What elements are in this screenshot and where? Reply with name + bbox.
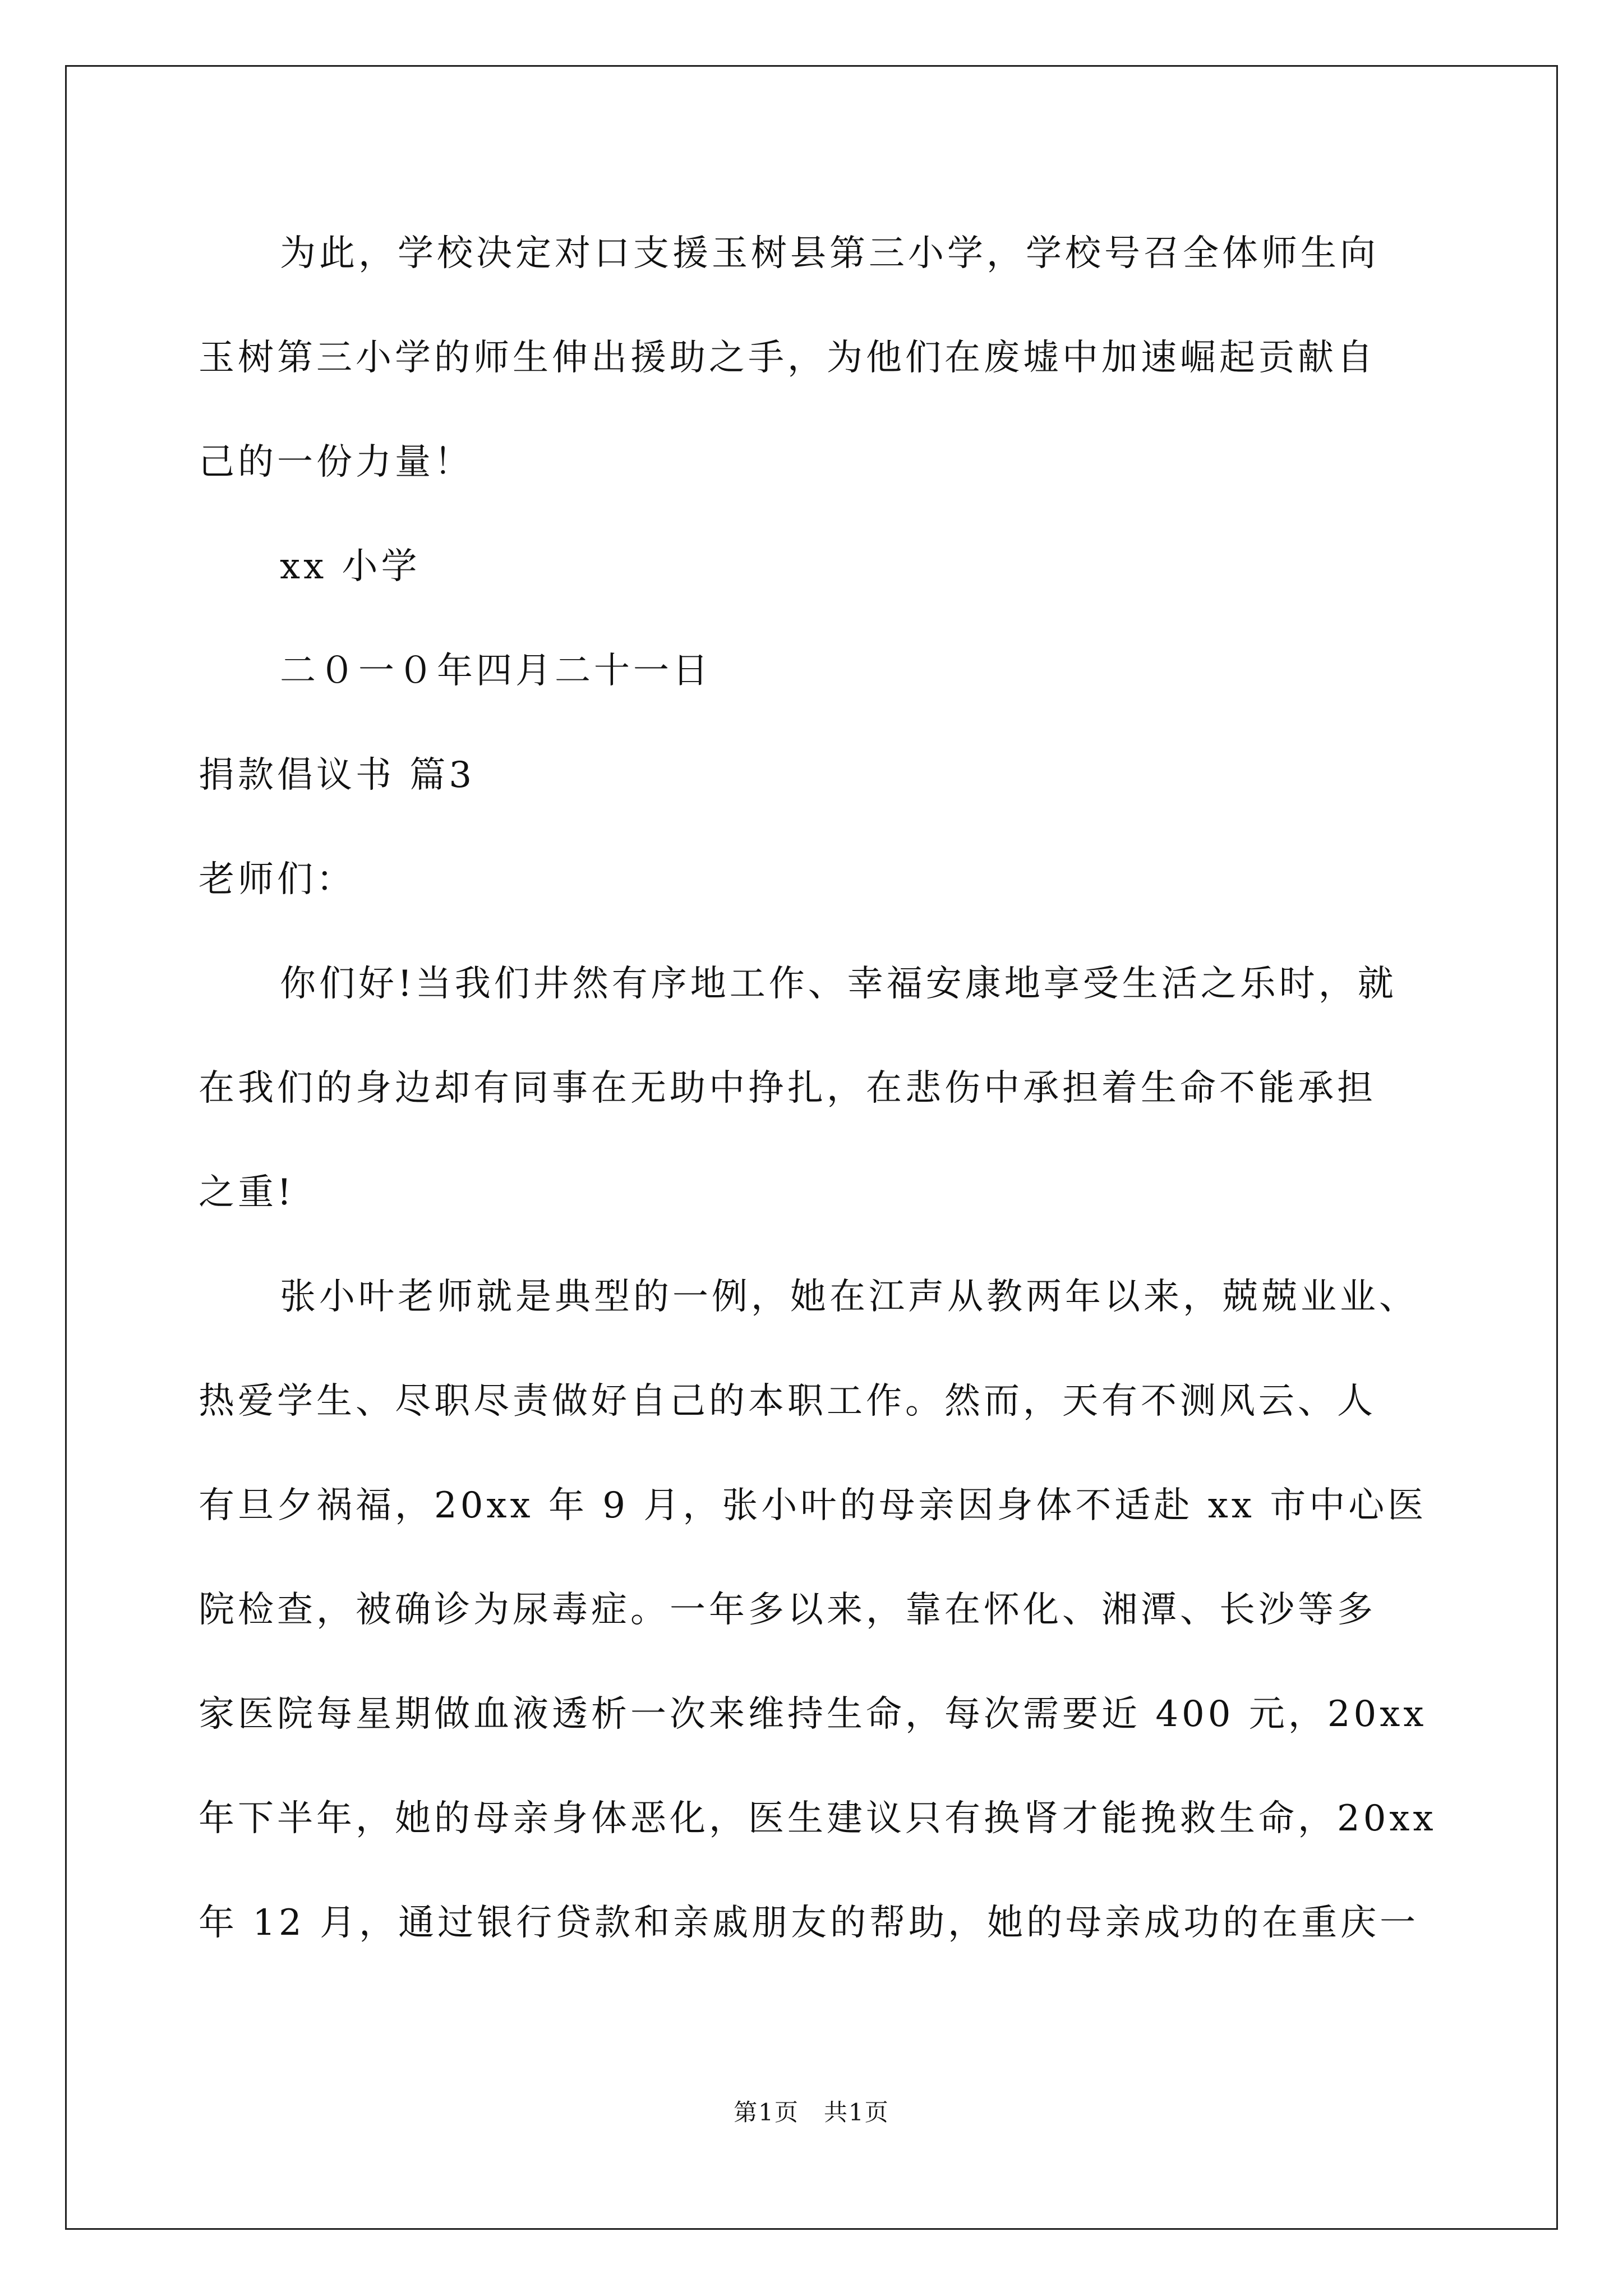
paragraph-line: 有旦夕祸福，20xx 年 9 月，张小叶的母亲因身体不适赴 xx 市中心医 [199,1485,1427,1526]
paragraph-line: 为此，学校决定对口支援玉树县第三小学，学校号召全体师生向 [280,233,1379,274]
paragraph-line: 家医院每星期做血液透析一次来维持生命，每次需要近 400 元，20xx [199,1694,1427,1735]
section-heading: 捐款倡议书 篇3 [199,754,476,796]
paragraph-line: 之重! [199,1172,295,1213]
paragraph-line: 年下半年，她的母亲身体恶化，医生建议只有换肾才能挽救生命，20xx [199,1798,1437,1839]
paragraph-line: 玉树第三小学的师生伸出援助之手，为他们在废墟中加速崛起贡献自 [199,337,1376,379]
salutation: 老师们： [199,859,356,900]
paragraph-line: 年 12 月，通过银行贷款和亲戚朋友的帮助，她的母亲成功的在重庆一 [199,1902,1419,1944]
paragraph-line: 己的一份力量！ [199,441,473,483]
paragraph-line: 院检查，被确诊为尿毒症。一年多以来，靠在怀化、湘潭、长沙等多 [199,1589,1376,1631]
signature-school: xx 小学 [280,546,421,587]
paragraph-line: 热爱学生、尽职尽责做好自己的本职工作。然而，天有不测风云、人 [199,1381,1376,1422]
signature-date: 二０一０年四月二十一日 [280,650,712,692]
paragraph-line: 你们好!当我们井然有序地工作、幸福安康地享受生活之乐时，就 [280,963,1397,1005]
page-footer: 第1页 共1页 [734,2099,889,2126]
paragraph-line: 在我们的身边却有同事在无助中挣扎，在悲伤中承担着生命不能承担 [199,1068,1376,1109]
paragraph-line: 张小叶老师就是典型的一例，她在江声从教两年以来，兢兢业业、 [280,1276,1418,1318]
